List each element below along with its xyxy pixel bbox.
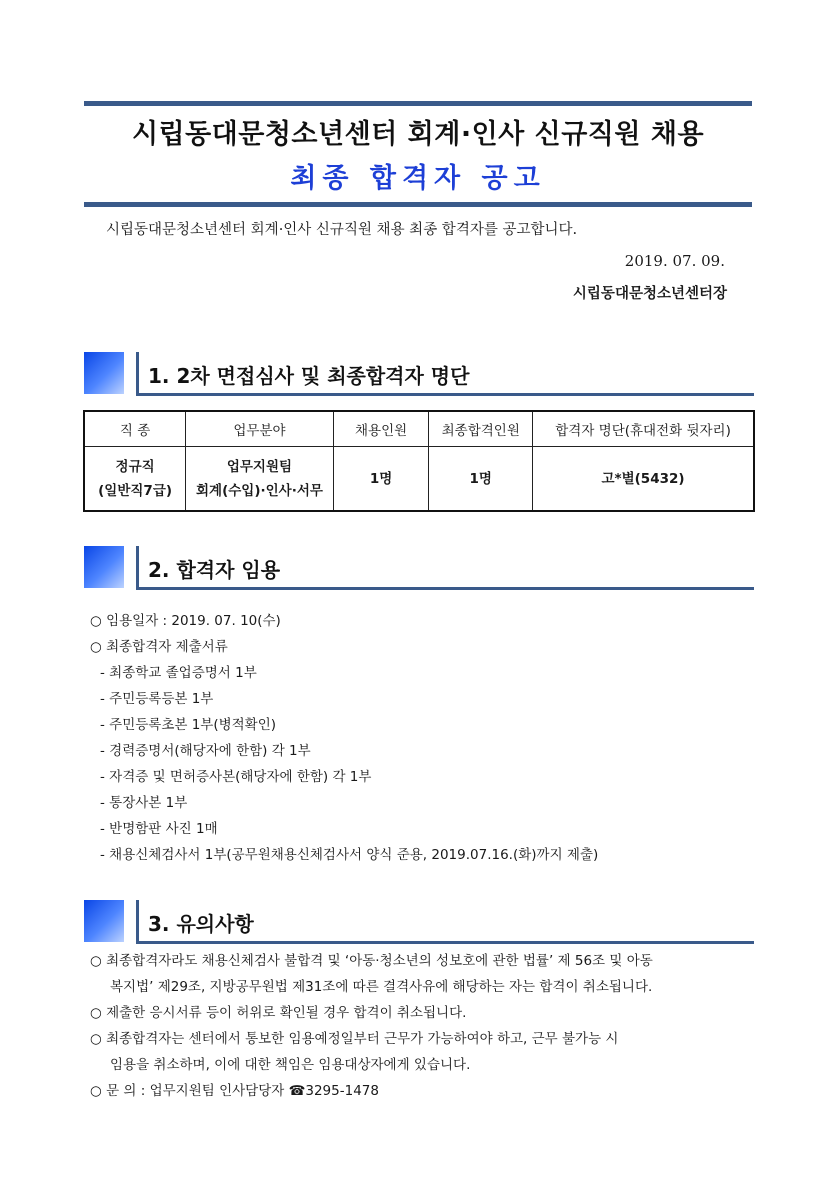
section-3-title: 3. 유의사항 xyxy=(148,912,254,936)
section-3-header xyxy=(84,900,754,944)
table-row xyxy=(84,447,754,512)
title-bottom-rule xyxy=(84,202,752,207)
hires-cell: 1명 xyxy=(333,447,429,512)
field-line2: 회계(수입)·인사·서무 xyxy=(195,482,323,499)
section-1-title: 1. 2차 면접심사 및 최종합격자 명단 xyxy=(148,364,470,388)
list-item: - 경력증명서(해당자에 한함) 각 1부 xyxy=(100,743,311,759)
job-type-line1: 정규직 xyxy=(115,458,155,475)
job-type-line2: (일반직7급) xyxy=(98,482,173,499)
list-item: - 자격증 및 면허증사본(해당자에 한함) 각 1부 xyxy=(100,769,372,785)
list-item: - 통장사본 1부 xyxy=(100,795,188,811)
list-item: ○ 최종합격자는 센터에서 통보한 임용예정일부터 근무가 가능하여야 하고, 근무 불가능 시 xyxy=(90,1031,619,1047)
list-item: ○ 임용일자 : 2019. 07. 10(수) xyxy=(90,613,281,629)
section-marker-icon xyxy=(84,900,124,942)
final-cell: 1명 xyxy=(429,447,533,512)
list-item: 복지법’ 제29조, 지방공무원법 제31조에 따른 결격사유에 해당하는 자는 합격이 취소됩니다. xyxy=(110,979,653,995)
section-divider xyxy=(136,546,139,588)
section-divider xyxy=(136,352,139,394)
list-item: - 반명함판 사진 1매 xyxy=(100,821,218,837)
list-item: ○ 최종합격자라도 채용신체검사 불합격 및 ‘아동·청소년의 성보호에 관한 법률’ 제 56조 및 아동 xyxy=(90,953,653,969)
list-item: 임용을 취소하며, 이에 대한 책임은 임용대상자에게 있습니다. xyxy=(110,1057,471,1073)
section-2-header xyxy=(84,546,754,590)
top-rule xyxy=(84,101,752,106)
names-cell: 고*별(5432) xyxy=(533,447,754,512)
field-cell xyxy=(186,447,334,512)
col-header: 합격자 명단(휴대전화 뒷자리) xyxy=(533,411,754,447)
appointment-list xyxy=(90,608,598,868)
section-underline xyxy=(136,941,754,944)
contact-line: ○ 문 의 : 업무지원팀 인사담당자 ☎3295-1478 xyxy=(90,1083,379,1099)
table-header-row xyxy=(84,411,754,447)
results-table xyxy=(83,410,755,512)
issuer: 시립동대문청소년센터장 xyxy=(572,285,727,302)
col-header: 최종합격인원 xyxy=(429,411,533,447)
section-underline xyxy=(136,393,754,396)
page-title: 시립동대문청소년센터 회계·인사 신규직원 채용 xyxy=(131,119,705,150)
section-divider xyxy=(136,900,139,942)
list-item: - 최종학교 졸업증명서 1부 xyxy=(100,665,257,681)
list-item: - 채용신체검사서 1부(공무원채용신체검사서 양식 준용, 2019.07.16.(화)까지 제출) xyxy=(100,847,599,863)
field-line1: 업무지원팀 xyxy=(226,458,293,475)
section-1-header xyxy=(84,352,754,396)
notice-date: 2019. 07. 09. xyxy=(624,252,725,270)
col-header: 업무분야 xyxy=(186,411,334,447)
list-item: - 주민등록초본 1부(병적확인) xyxy=(100,717,277,733)
section-marker-icon xyxy=(84,352,124,394)
section-marker-icon xyxy=(84,546,124,588)
list-item: ○ 최종합격자 제출서류 xyxy=(90,639,228,655)
col-header: 채용인원 xyxy=(333,411,429,447)
section-2-title: 2. 합격자 임용 xyxy=(148,558,281,582)
intro-text: 시립동대문청소년센터 회계·인사 신규직원 채용 최종 합격자를 공고합니다. xyxy=(106,222,578,238)
list-item: - 주민등록등본 1부 xyxy=(100,691,214,707)
notes-list xyxy=(90,948,653,1104)
job-type-cell xyxy=(84,447,186,512)
section-underline xyxy=(136,587,754,590)
page-subtitle: 최종 합격자 공고 xyxy=(290,163,546,194)
col-header: 직 종 xyxy=(84,411,186,447)
list-item: ○ 제출한 응시서류 등이 허위로 확인될 경우 합격이 취소됩니다. xyxy=(90,1005,467,1021)
